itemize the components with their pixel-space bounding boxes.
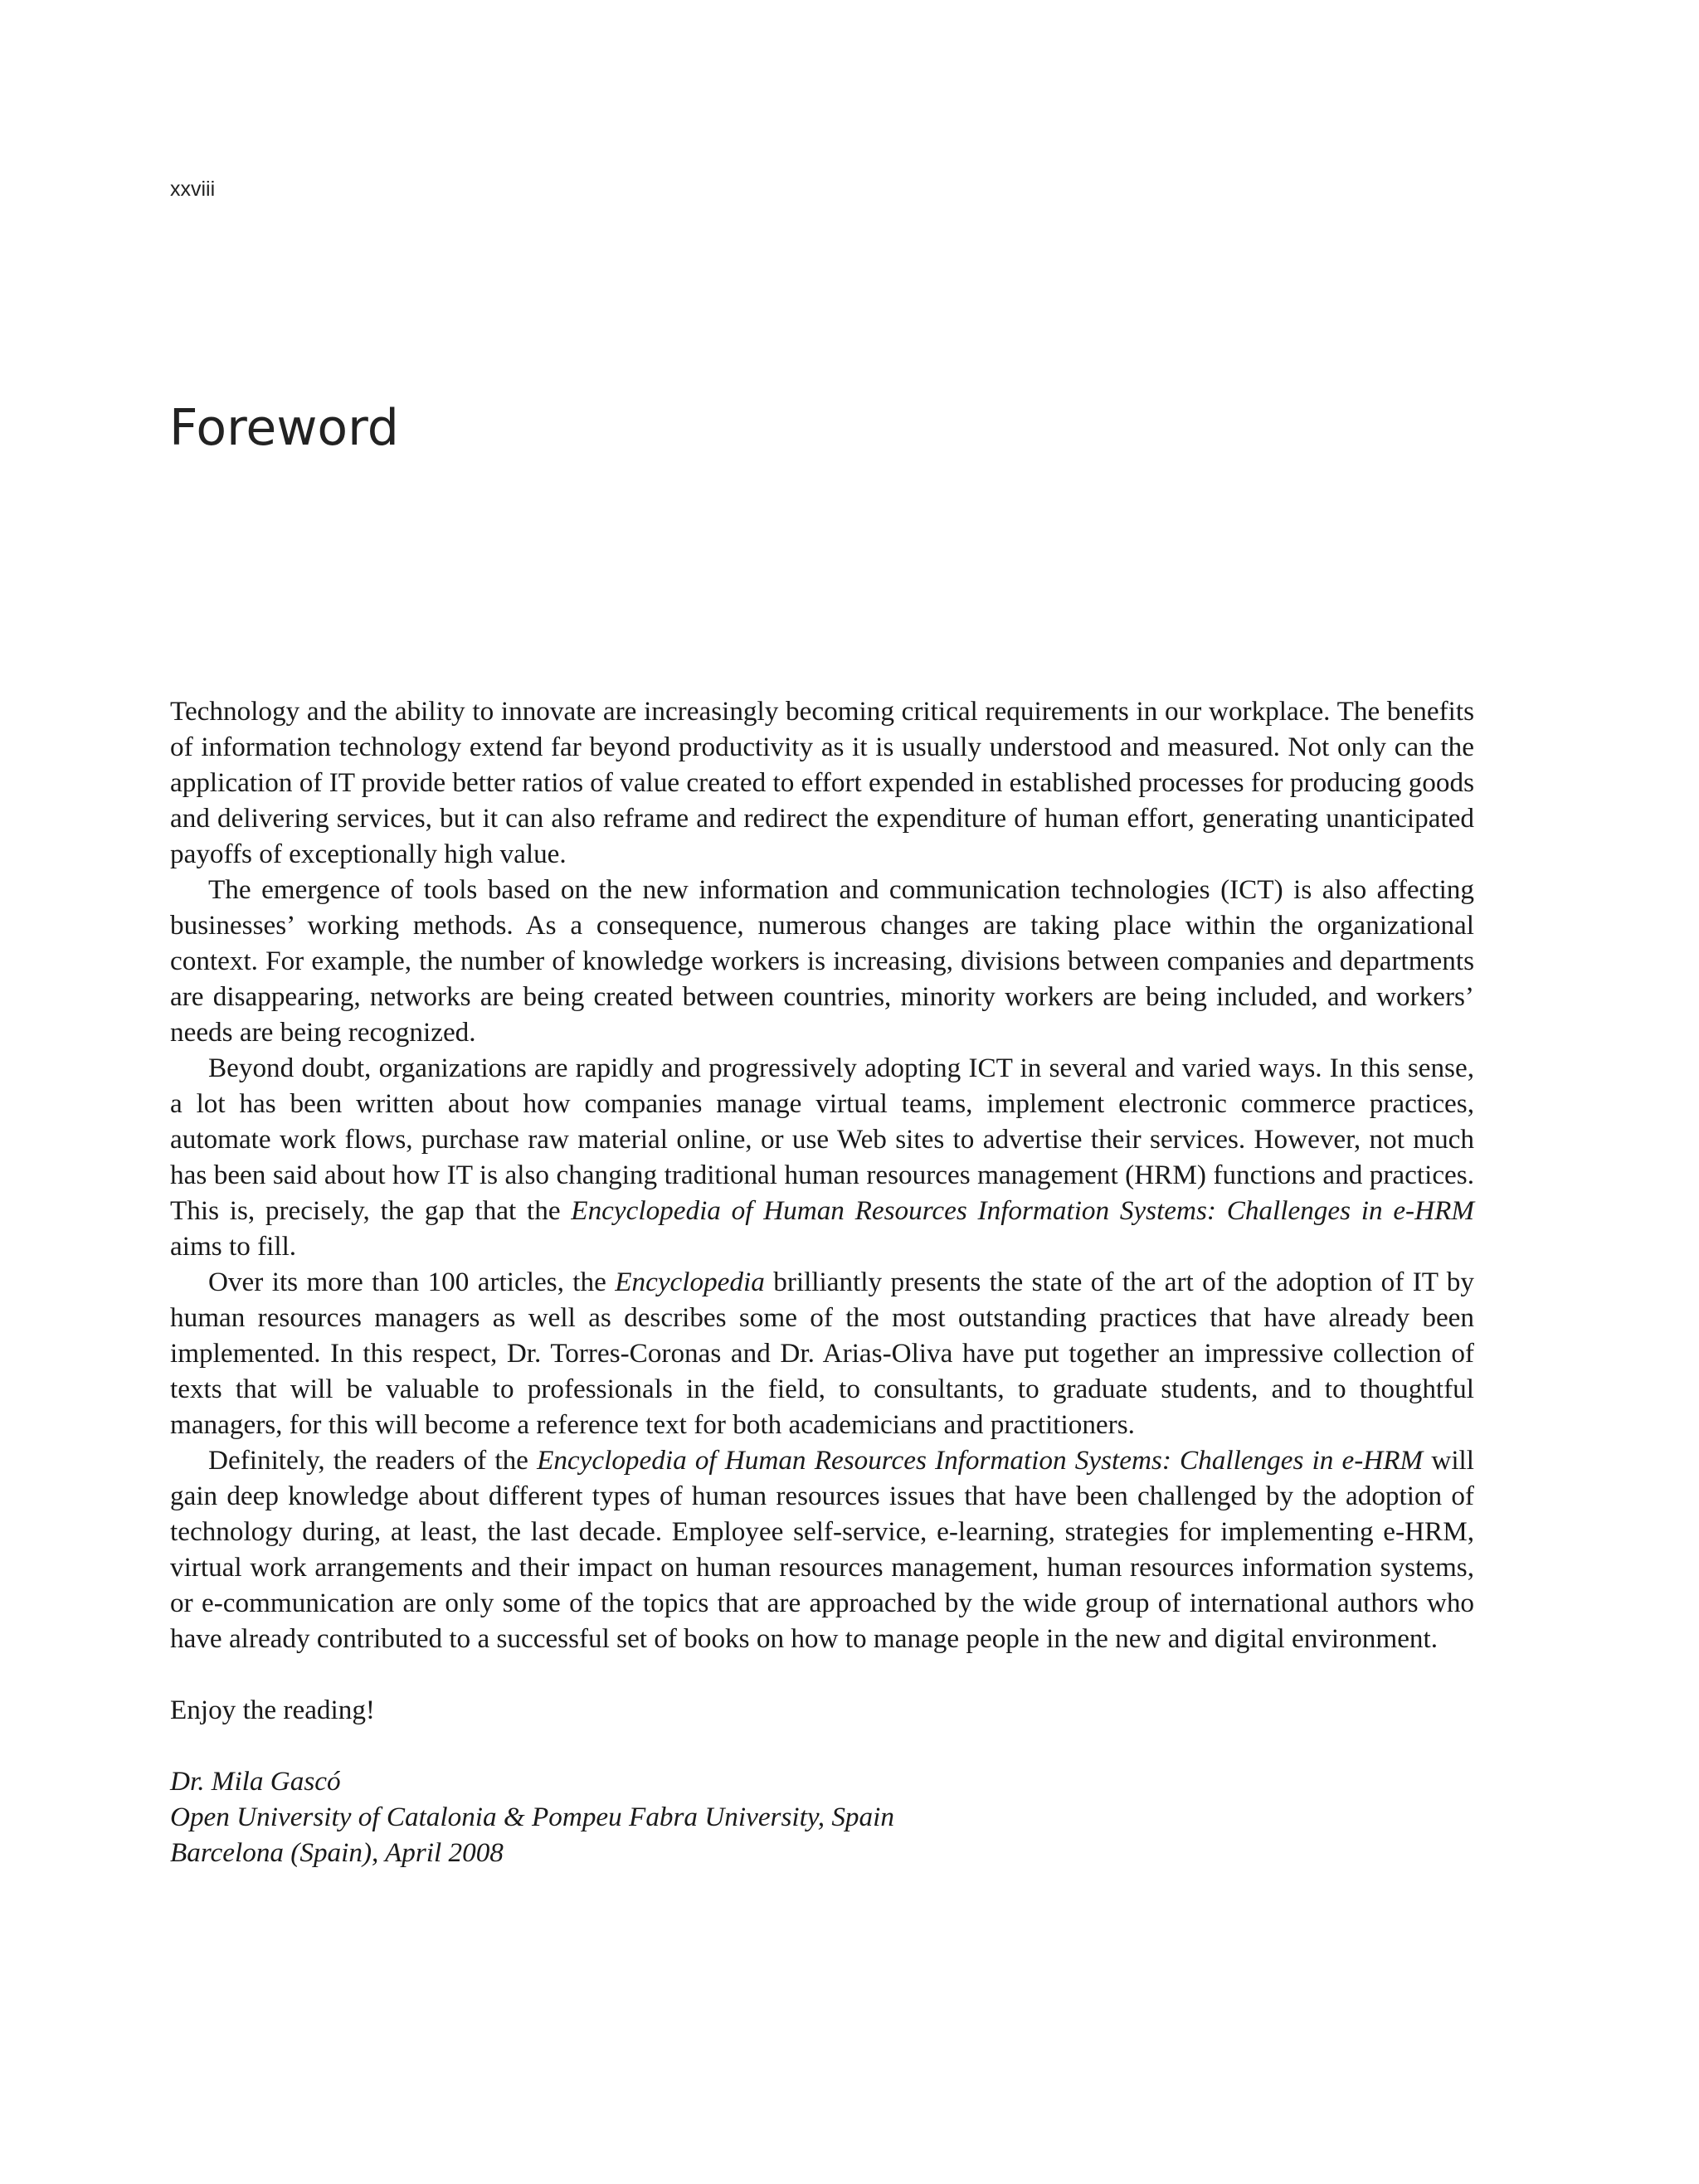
closing-line: Enjoy the reading! <box>170 1695 375 1725</box>
paragraph-5-text-c: will gain deep knowledge about different types of human resources issues that have been challenged by the adoption of technology during, at least, the last decade. Employee self-service, e-learning, strategies for implementing e-HRM, virtual work arrangements and their impact on human resources management, human resources information systems, or e-communication are only some of the topics that are approached by the wide group of international authors who have already contributed to a successful set of books on how to manage people in the new and digital environment. <box>170 1445 1474 1654</box>
page-title: Foreword <box>169 399 399 457</box>
paragraph-5-text-a: Definitely, the readers of the <box>208 1445 538 1476</box>
paragraph-5 <box>170 1442 1474 1656</box>
signature-affiliation: Open University of Catalonia & Pompeu Fabra University, Spain <box>170 1802 894 1832</box>
paragraph-3-text-a: Beyond doubt, organizations are rapidly and progressively adopting ICT in several and varied ways. In this sense, a lot has been written about how companies manage virtual teams, implement electronic commerce practices, automate work flows, purchase raw material online, or use Web sites to advertise their services. However, not much has been said about how IT is also changing traditional human resources management (HRM) functions and practices. This is, precisely, the gap that the <box>170 1053 1474 1226</box>
signature-name: Dr. Mila Gascó <box>170 1766 341 1797</box>
paragraph-5-book-title: Encyclopedia of Human Resources Information Systems: Challenges in e-HRM <box>537 1445 1424 1476</box>
signature-block <box>170 1763 1474 1870</box>
paragraph-3 <box>170 1050 1474 1264</box>
paragraph-4 <box>170 1264 1474 1442</box>
paragraph-3-text-c: aims to fill. <box>170 1231 297 1262</box>
paragraph-4-text-c: brilliantly presents the state of the art of the adoption of IT by human resources managers as well as describes some of the most outstanding practices that have already been implemented. In this respect, Dr. Torres-Coronas and Dr. Arias-Oliva have put together an impressive collection of texts that will be valuable to professionals in the field, to consultants, to graduate students, and to thoughtful managers, for this will become a reference text for both academicians and practitioners. <box>170 1267 1474 1440</box>
page-number: xxviii <box>170 178 216 201</box>
paragraph-4-book-title: Encyclopedia <box>615 1267 765 1297</box>
paragraph-4-text-a: Over its more than 100 articles, the <box>208 1267 616 1297</box>
paragraph-3-book-title: Encyclopedia of Human Resources Information Systems: Challenges in e-HRM <box>571 1195 1474 1226</box>
foreword-body <box>170 693 1474 1870</box>
signature-place-date: Barcelona (Spain), April 2008 <box>170 1837 504 1868</box>
paragraph-2: The emergence of tools based on the new information and communication technologies (ICT) is also affecting businesses’ working methods. As a consequence, numerous changes are taking place within the organizational context. For example, the number of knowledge workers is increasing, divisions between companies and departments are disappearing, networks are being created between countries, minority workers are being included, and workers’ needs are being recognized. <box>170 874 1474 1048</box>
paragraph-1: Technology and the ability to innovate are increasingly becoming critical requirements in our workplace. The benefits of information technology extend far beyond productivity as it is usually understood and measured. Not only can the application of IT provide better ratios of value created to effort expended in established processes for producing goods and delivering services, but it can also reframe and redirect the expenditure of human effort, generating unanticipated payoffs of exceptionally high value. <box>170 696 1474 869</box>
